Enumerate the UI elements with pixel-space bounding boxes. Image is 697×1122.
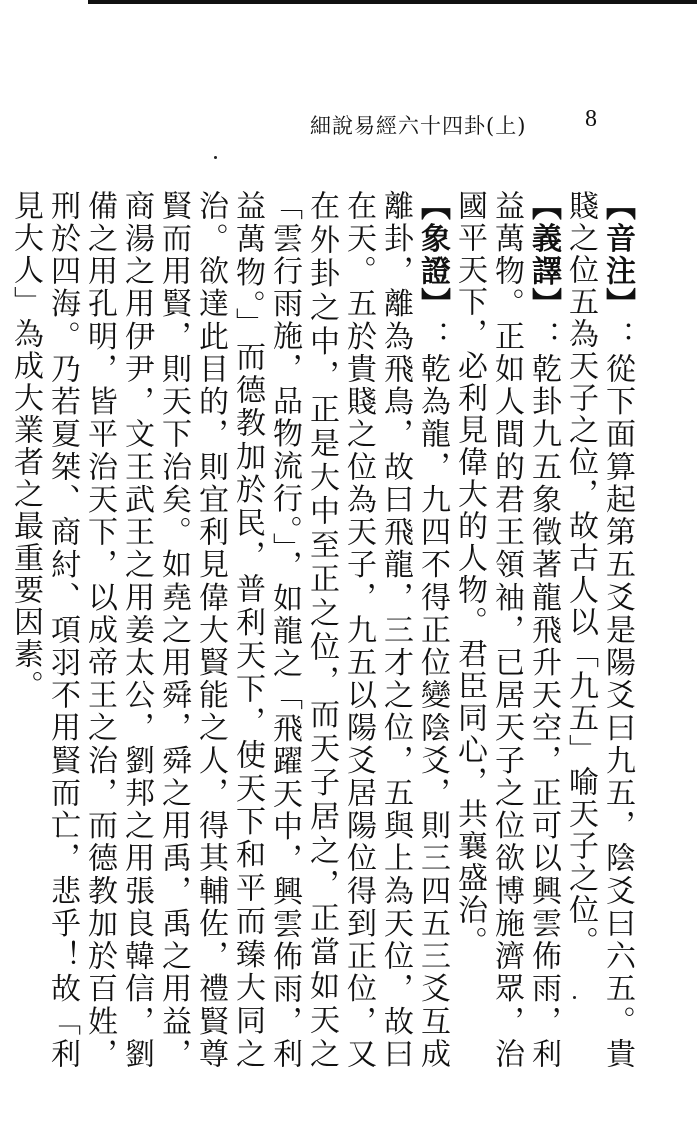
section-tag: 【義譯】 <box>526 190 561 321</box>
top-rule <box>88 0 697 4</box>
paragraph-text: ：從下面算起第五爻是陽爻曰九五，陰爻曰六五。貴賤之位五為天子之位，故古人以「九五」喻天子之位。 <box>563 190 635 1071</box>
vertical-body-text <box>8 190 636 1071</box>
paragraph-symbolism <box>7 190 451 1070</box>
paragraph-pronunciation <box>562 190 636 1070</box>
paragraph-text: ：乾為龍，九四不得正位變陰爻，則三四五三爻互成離卦，離為飛鳥，故曰飛龍，三才之位，五與上為天位，故曰在天。五於貴賤之位為天子，九五以陽爻居陽位得到正位，又在外卦之中，正是大中至正之位，而天子居之，正當如天之「雲行雨施，品物流行。」，如龍之「飛躍天中，興雲佈雨，利益萬物。」而德教加於民，普利天下，使天下和平而臻大同之治。欲達此目的，則宜利見偉大賢能之人，得其輔佐，禮賢尊賢而用賢，則天下治矣。如堯之用舜，舜之用禹，禹之用益，商湯之用伊尹，文王武王之用姜太公，劉邦之用張良韓信，劉備之用孔明，皆平治天下，以成帝王之治，而德教加於百姓，刑於四海。乃若夏桀、商紂、項羽不用賢而亡，悲乎！故「利見大人」為成大業者之最重要因素。 <box>8 190 450 1071</box>
section-tag: 【象證】 <box>415 190 450 321</box>
page-number: 8 <box>585 106 597 132</box>
print-speck <box>214 156 217 159</box>
running-title: 細說易經六十四卦(上) <box>310 114 527 138</box>
section-tag: 【音注】 <box>600 190 635 321</box>
paragraph-translation <box>451 190 562 1070</box>
paragraph-text: ：乾卦九五象徵著龍飛升天空，正可以興雲佈雨，利益萬物。正如人間的君王領袖，已居天子之位欲博施濟眾，治國平天下，必利見偉大的人物。君臣同心，共襄盛治。 <box>452 190 561 1071</box>
